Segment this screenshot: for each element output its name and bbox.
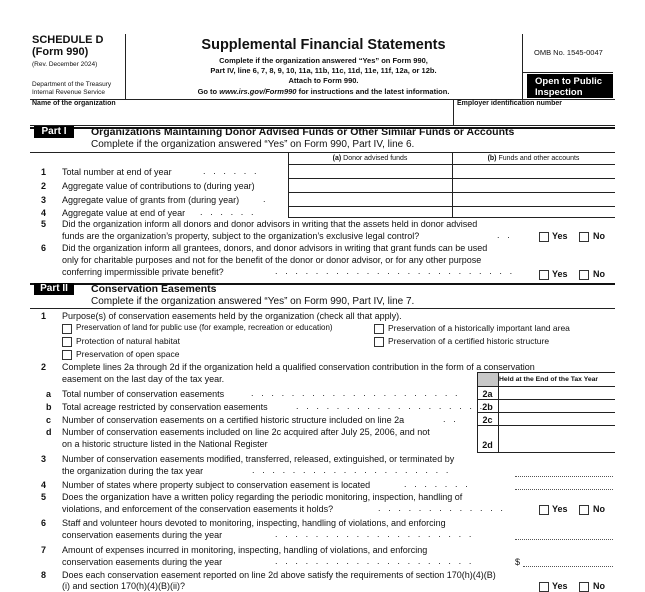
- form-number: (Form 990): [32, 46, 89, 58]
- p2-line-5-no-label: No: [593, 504, 605, 514]
- p2-line-7-dollar-sign: $: [515, 557, 521, 567]
- p2-line-1-text: Purpose(s) of conservation easements held by the organization (check all that apply).: [62, 311, 402, 321]
- p2-line-6-leader: . . . . . . . . . . . . . . . . . . . .: [275, 529, 474, 539]
- p1-line-6-text-2: only for charitable purposes and not for the benefit of the donor or donor advisor, or for any other purpose: [62, 255, 482, 265]
- purpose-public-use-checkbox[interactable]: [62, 324, 72, 334]
- p2-line-2-number: 2: [41, 362, 47, 372]
- p1-line-4-text: Aggregate value at end of year: [62, 208, 186, 218]
- irs-url-link[interactable]: www.irs.gov/Form990: [219, 87, 297, 96]
- p1-line-6-yes-label: Yes: [552, 269, 568, 279]
- col-a-title: Donor advised funds: [341, 155, 408, 162]
- p2-line-2c-text: Number of conservation easements on a certified historic structure included on line 2a: [62, 415, 405, 425]
- irs-line: Internal Revenue Service: [32, 89, 105, 96]
- p2-line-6-text-2: conservation easements during the year: [62, 530, 223, 540]
- p1-line-5-text-1: Did the organization inform all donors and donor advisors in writing that the assets held in donor advised: [62, 219, 478, 229]
- subtitle-line-2: Part IV, line 6, 7, 8, 9, 10, 11a, 11b, 11c, 11d, 11e, 11f, 12a, or 12b.: [210, 66, 437, 75]
- p1-line-5-yes-checkbox[interactable]: [539, 232, 549, 242]
- p2-line-4-text: Number of states where property subject to conservation easement is located: [62, 480, 371, 490]
- p2-line-6-number: 6: [41, 518, 47, 528]
- p1-line-4-col-b-input[interactable]: [454, 207, 614, 217]
- p2-line-5-yes-checkbox[interactable]: [539, 505, 549, 515]
- p2-line-7-input[interactable]: [523, 566, 613, 567]
- goto-line: [125, 87, 522, 96]
- held-table-shaded-cell: [477, 373, 498, 386]
- p1-line-5-text-2: funds are the organization’s property, subject to the organization’s exclusive legal control?: [62, 231, 420, 241]
- purpose-historic-land-checkbox[interactable]: [374, 324, 384, 334]
- ein-divider: [453, 99, 454, 125]
- purpose-habitat-label: Protection of natural habitat: [76, 336, 180, 346]
- p2-line-7-leader: . . . . . . . . . . . . . . . . . . . .: [275, 556, 474, 566]
- p2-line-2b-leader: . . . . . . . . . . . . . . . . . . .: [296, 401, 485, 411]
- part-2-instruction: Complete if the organization answered “Yes” on Form 990, Part IV, line 7.: [91, 296, 415, 307]
- p1-line-1-number: 1: [41, 167, 47, 177]
- form-title: Supplemental Financial Statements: [201, 37, 446, 53]
- col-a-letter: (a): [332, 155, 342, 162]
- p1-line-2-number: 2: [41, 181, 47, 191]
- revision-date: (Rev. December 2024): [32, 61, 98, 68]
- p2-line-5-text-1: Does the organization have a written policy regarding the periodic monitoring, inspection, handling of: [62, 492, 463, 502]
- p2-line-7-text-1: Amount of expenses incurred in monitoring, inspecting, handling of violations, and enforcing: [62, 545, 428, 555]
- ein-field[interactable]: [457, 109, 613, 123]
- p2-line-3-leader: . . . . . . . . . . . . . . . . . . . .: [252, 465, 451, 475]
- p2-line-5-yes-label: Yes: [552, 504, 568, 514]
- p1-row-rule-4: [288, 217, 615, 218]
- p2-line-8-no-label: No: [593, 581, 605, 591]
- p2-line-8-yes-checkbox[interactable]: [539, 582, 549, 592]
- org-name-label: Name of the organization: [32, 100, 116, 107]
- p2-line-5-number: 5: [41, 492, 47, 502]
- p2-line-2c-input[interactable]: [500, 413, 614, 424]
- held-table-header: Held at the End of the Tax Year: [499, 376, 599, 383]
- p2-line-2d-letter: d: [46, 427, 52, 437]
- p2-line-8-yes-label: Yes: [552, 581, 568, 591]
- p1-line-3-col-b-input[interactable]: [454, 193, 614, 205]
- p2-line-5-leader: . . . . . . . . . . . . .: [378, 503, 506, 513]
- col-b-header: [452, 155, 615, 162]
- held-table-bottom-rule: [477, 452, 615, 453]
- p1-line-1-leader: . . . . . .: [203, 166, 260, 176]
- p1-line-5-no-label: No: [593, 231, 605, 241]
- p1-line-3-number: 3: [41, 195, 47, 205]
- p1-line-5-leader: . .: [497, 230, 513, 240]
- p2-line-2a-input[interactable]: [500, 387, 614, 398]
- p2-line-4-leader: . . . . . . .: [404, 479, 471, 489]
- p1-line-6-leader: . . . . . . . . . . . . . . . . . . . . . . . .: [275, 266, 515, 276]
- p1-line-5-no-checkbox[interactable]: [579, 232, 589, 242]
- p1-line-6-no-checkbox[interactable]: [579, 270, 589, 280]
- p2-line-2a-text: Total number of conservation easements: [62, 389, 225, 399]
- p2-line-2d-box: 2d: [482, 440, 493, 450]
- p1-line-6-text-1: Did the organization inform all grantees, donors, and donor advisors in writing that grant funds can be used: [62, 243, 488, 253]
- p2-line-8-text-1: Does each conservation easement reported on line 2d above satisfy the requirements of section 170(h)(4)(B): [62, 570, 496, 580]
- p1-line-2-col-a-input[interactable]: [290, 179, 450, 191]
- omb-number: OMB No. 1545-0047: [534, 48, 603, 57]
- p1-line-1-text: Total number at end of year: [62, 167, 172, 177]
- p2-line-3-number: 3: [41, 454, 47, 464]
- p1-line-4-number: 4: [41, 208, 47, 218]
- p2-line-2a-box: 2a: [482, 389, 493, 399]
- col-b-letter: (b): [487, 155, 497, 162]
- p2-line-4-input[interactable]: [515, 489, 613, 490]
- p1-line-1-col-b-input[interactable]: [454, 165, 614, 177]
- p1-line-6-no-label: No: [593, 269, 605, 279]
- p2-line-7-number: 7: [41, 545, 47, 555]
- p2-line-3-text-1: Number of conservation easements modified, transferred, released, extinguished, or terminated by: [62, 454, 455, 464]
- p2-line-8-no-checkbox[interactable]: [579, 582, 589, 592]
- goto-prefix: Go to: [197, 87, 220, 96]
- p2-line-2d-input[interactable]: [500, 426, 614, 451]
- purpose-historic-structure-checkbox[interactable]: [374, 337, 384, 347]
- part-1-label: Part I: [34, 126, 74, 138]
- p2-line-2b-input[interactable]: [500, 400, 614, 411]
- open-to-public-line-2: Inspection: [535, 87, 583, 98]
- p1-line-5-number: 5: [41, 219, 47, 229]
- col-b-title: Funds and other accounts: [496, 155, 580, 162]
- p2-line-2b-letter: b: [46, 402, 52, 412]
- p2-line-2-text-2: easement on the last day of the tax year.: [62, 374, 225, 384]
- part-1-title: Organizations Maintaining Donor Advised Funds or Other Similar Funds or Accounts: [91, 126, 515, 138]
- open-to-public-box: [527, 74, 613, 98]
- p1-line-4-leader: . . . . . .: [200, 207, 257, 217]
- p2-line-8-number: 8: [41, 570, 47, 580]
- p2-line-8-text-2: (i) and section 170(h)(4)(B)(ii)?: [62, 581, 186, 591]
- p1-line-5-yes-label: Yes: [552, 231, 568, 241]
- part-2-instruction-rule: [30, 308, 615, 309]
- p1-line-3-text: Aggregate value of grants from (during year): [62, 195, 240, 205]
- p2-line-3-text-2: the organization during the tax year: [62, 466, 204, 476]
- p2-line-2c-leader: . .: [443, 414, 459, 424]
- p1-line-6-text-3: conferring impermissible private benefit?: [62, 267, 224, 277]
- p2-line-5-text-2: violations, and enforcement of the conservation easements it holds?: [62, 504, 334, 514]
- purpose-historic-land-label: Preservation of a historically important land area: [388, 323, 570, 333]
- p2-line-6-input[interactable]: [515, 539, 613, 540]
- p2-line-2b-box: 2b: [482, 402, 493, 412]
- subtitle-line-1: Complete if the organization answered “Yes” on Form 990,: [219, 56, 428, 65]
- p1-line-4-col-a-input[interactable]: [290, 207, 450, 217]
- p2-line-2d-text-1: Number of conservation easements included on line 2c acquired after July 25, 2006, and not: [62, 427, 430, 437]
- p2-line-2a-letter: a: [46, 389, 52, 399]
- p1-line-2-text: Aggregate value of contributions to (during year): [62, 181, 255, 191]
- purpose-habitat-checkbox[interactable]: [62, 337, 72, 347]
- purpose-historic-structure-label: Preservation of a certified historic structure: [388, 336, 550, 346]
- purpose-public-use-label: Preservation of land for public use (for example, recreation or education): [76, 323, 333, 332]
- p2-line-6-text-1: Staff and volunteer hours devoted to monitoring, inspecting, handling of violations, and enforcing: [62, 518, 446, 528]
- department-line: Department of the Treasury: [32, 81, 112, 88]
- part-2-title: Conservation Easements: [91, 283, 217, 295]
- purpose-open-space-label: Preservation of open space: [76, 349, 180, 359]
- p2-line-7-text-2: conservation easements during the year: [62, 557, 223, 567]
- p2-line-1-number: 1: [41, 311, 47, 321]
- p1-line-6-number: 6: [41, 243, 47, 253]
- part-1-instruction-rule: [30, 152, 615, 153]
- org-name-field[interactable]: [34, 109, 452, 123]
- col-a-header: [288, 155, 452, 162]
- part-2-label: Part II: [34, 283, 74, 295]
- schedule-name: SCHEDULE D: [32, 34, 104, 46]
- p2-line-5-no-checkbox[interactable]: [579, 505, 589, 515]
- p1-line-3-col-a-input[interactable]: [290, 193, 450, 205]
- p1-line-6-yes-checkbox[interactable]: [539, 270, 549, 280]
- p2-line-2-text-1: Complete lines 2a through 2d if the organization held a qualified conservation contribution in the form of a conservation: [62, 362, 535, 372]
- p2-line-2c-box: 2c: [482, 415, 493, 425]
- part-1-instruction: Complete if the organization answered “Yes” on Form 990, Part IV, line 6.: [91, 139, 415, 150]
- p1-line-3-leader: .: [263, 194, 269, 204]
- subtitle-line-3: Attach to Form 990.: [288, 76, 359, 85]
- p2-line-4-number: 4: [41, 480, 47, 490]
- p2-line-2d-text-2: on a historic structure listed in the National Register: [62, 439, 268, 449]
- ein-label: Employer identification number: [457, 100, 563, 107]
- omb-divider: [522, 72, 613, 73]
- goto-suffix: for instructions and the latest information.: [296, 87, 450, 96]
- p2-line-2b-text: Total acreage restricted by conservation easements: [62, 402, 268, 412]
- p2-line-2c-letter: c: [46, 415, 52, 425]
- p2-line-3-input[interactable]: [515, 476, 613, 477]
- p2-line-2a-leader: . . . . . . . . . . . . . . . . . . . . .: [251, 388, 461, 398]
- open-to-public-line-1: Open to Public: [535, 76, 603, 87]
- p1-line-2-col-b-input[interactable]: [454, 179, 614, 191]
- p1-line-1-col-a-input[interactable]: [290, 165, 450, 177]
- purpose-open-space-checkbox[interactable]: [62, 350, 72, 360]
- header-divider-right: [522, 34, 523, 99]
